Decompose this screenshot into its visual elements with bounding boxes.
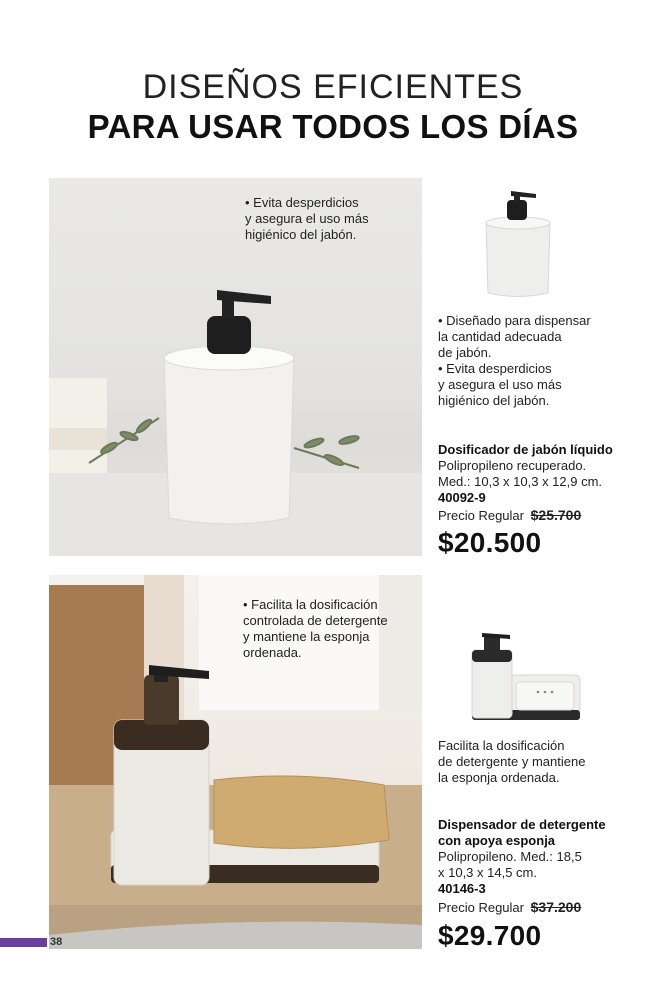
- product1-name: Dosificador de jabón líquido: [438, 442, 613, 457]
- product2-name-line: Dispensador de detergente: [438, 817, 606, 832]
- product2-desc-line: Polipropileno. Med.: 18,5: [438, 849, 582, 864]
- product2-bullets: [438, 738, 638, 786]
- product2-name: [438, 817, 638, 849]
- product1-bullet-line: • Diseñado para dispensar: [438, 313, 591, 328]
- detergent-dispenser-product-image: [468, 630, 583, 725]
- product1-regular-price: [438, 507, 581, 523]
- title-line-2: PARA USAR TODOS LOS DÍAS: [87, 108, 579, 145]
- product1-bullet-line: de jabón.: [438, 345, 492, 360]
- product1-bullets: [438, 313, 638, 409]
- product2-description: [438, 849, 638, 881]
- product1-description: [438, 458, 638, 490]
- photo-note-1: • Evita desperdicios y asegura el uso más higiénico del jabón.: [245, 195, 369, 242]
- soap-dispenser-lifestyle-photo: [49, 178, 422, 556]
- regular-price-label: Precio Regular: [438, 900, 524, 915]
- product2-bullet-line: la esponja ordenada.: [438, 770, 560, 785]
- product2-desc-line: x 10,3 x 14,5 cm.: [438, 865, 537, 880]
- product1-sale-price: $20.500: [438, 527, 542, 558]
- old-price: $25.700: [530, 507, 582, 523]
- product1-bullet-line: higiénico del jabón.: [438, 393, 550, 408]
- product1-bullet-line: • Evita desperdicios: [438, 361, 552, 376]
- photo-note-2: • Facilita la dosificación controlada de detergente y mantiene la esponja ordenada.: [243, 597, 388, 660]
- product2-sale-price: $29.700: [438, 920, 542, 951]
- product2-name-line: con apoya esponja: [438, 833, 556, 848]
- product2-code: 40146-3: [438, 881, 486, 896]
- product1-bullet-line: y asegura el uso más: [438, 377, 562, 392]
- regular-price-label: Precio Regular: [438, 508, 524, 523]
- page-number: 38: [50, 936, 63, 948]
- product2-regular-price: [438, 899, 581, 915]
- title-line-1: DISEÑOS EFICIENTES: [142, 68, 524, 106]
- old-price: $37.200: [530, 899, 582, 915]
- soap-dispenser-product-image: [478, 188, 558, 303]
- product1-code: 40092-9: [438, 490, 486, 505]
- product2-bullet-line: Facilita la dosificación: [438, 738, 565, 753]
- product1-desc-line: Med.: 10,3 x 10,3 x 12,9 cm.: [438, 474, 603, 489]
- product2-bullet-line: de detergente y mantiene: [438, 754, 586, 769]
- detergent-dispenser-lifestyle-photo: [49, 575, 422, 949]
- page-accent-bar: [0, 938, 47, 947]
- product1-desc-line: Polipropileno recuperado.: [438, 458, 587, 473]
- product1-bullet-line: la cantidad adecuada: [438, 329, 562, 344]
